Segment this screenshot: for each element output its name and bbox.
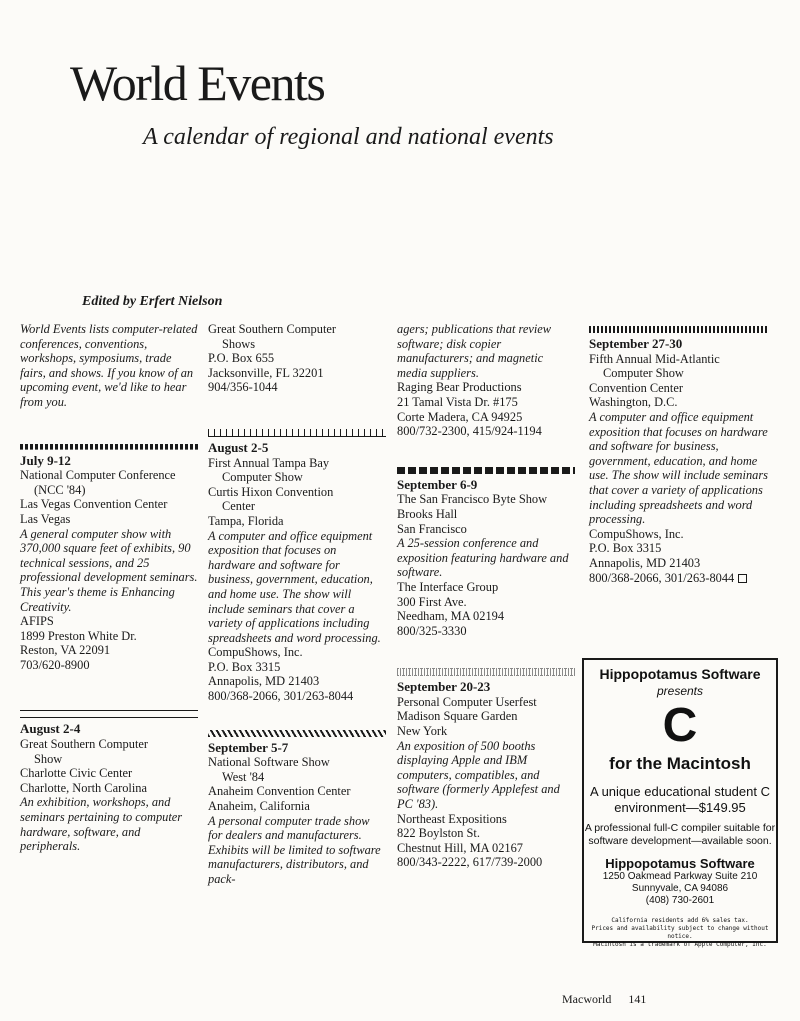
event-name: National Software Show: [208, 755, 330, 770]
event-description-cont: agers; publications that review software; disk copier manufacturers; and magnetic media suppliers.: [397, 322, 552, 380]
event-date: August 2-5: [208, 439, 269, 455]
separator: [397, 467, 575, 474]
intro-text: World Events lists computer-related conferences, conventions, workshops, symposiums, trade fairs, and shows. If you know of an upcoming event, we'd like to hear from you.: [20, 322, 198, 409]
event-city: San Francisco: [397, 521, 467, 536]
ad-fine-line: California residents add 6% sales tax.: [611, 917, 749, 924]
event-date: August 2-4: [20, 721, 81, 737]
page-number: 141: [628, 992, 647, 1006]
event-phone: 800/343-2222, 617/739-2000: [397, 855, 543, 870]
event-address: 822 Boylston St.: [397, 826, 480, 841]
event-date: September 6-9: [397, 476, 478, 492]
editor-credit: Edited by Erfert Nielson: [82, 294, 223, 309]
event-phone: 703/620-8900: [20, 657, 90, 672]
event-description: A computer and office equipment exposition that focuses on hardware and software for business, government, education, and home use. The show will include seminars that cover a variety of applications including spreadsheets and word processing.: [589, 409, 768, 527]
event-phone-text: 800/368-2066, 301/263-8044: [589, 570, 735, 585]
event-july-9-12: [20, 454, 198, 673]
event-phone: [589, 571, 769, 586]
separator: [20, 710, 198, 718]
organizer-name: Raging Bear Productions: [397, 380, 522, 395]
event-city: Washington, D.C.: [589, 395, 678, 410]
event-description: A 25-session conference and exposition featuring hardware and software.: [397, 536, 569, 580]
event-date: September 5-7: [208, 739, 289, 755]
event-city: Las Vegas: [20, 511, 71, 526]
page-title: World Events: [70, 55, 325, 111]
event-city: New York: [397, 724, 448, 739]
ad-company: Hippopotamus Software: [599, 666, 761, 682]
event-description: A general computer show with 370,000 square feet of exhibits, 90 technical sessions, and 25 professional development seminars. This year's theme is Enhancing Creativity.: [20, 526, 198, 614]
event-organizer: The Interface Group: [397, 579, 499, 594]
event-name: First Annual Tampa Bay: [208, 455, 330, 470]
event-venue: Madison Square Garden: [397, 709, 518, 724]
ad-company-footer: Hippopotamus Software: [605, 856, 755, 871]
separator: [208, 429, 386, 437]
event-description: An exhibition, workshops, and seminars pertaining to computer hardware, software, and peripherals.: [20, 795, 183, 854]
event-address: Annapolis, MD 21403: [589, 555, 701, 570]
organizer-phone: 800/732-2300, 415/924-1194: [397, 424, 542, 439]
event-organizer: CompuShows, Inc.: [208, 645, 303, 660]
end-mark-icon: [738, 574, 747, 583]
page-footer: [562, 992, 660, 1007]
event-address: 300 First Ave.: [397, 594, 467, 609]
organizer-address: Jacksonville, FL 32201: [208, 365, 324, 380]
ad-fine-line: Macintosh is a trademark of Apple Computer, Inc.: [593, 941, 767, 948]
event-name-cont: West '84: [222, 769, 265, 784]
advertisement: [582, 658, 778, 948]
event-description: A personal computer trade show for dealers and manufacturers. Exhibits will be limited to software manufacturers, distributors, and pack-: [208, 813, 381, 886]
ad-address: Sunnyvale, CA 94086: [631, 883, 729, 894]
event-address: P.O. Box 3315: [208, 659, 281, 674]
separator: [589, 326, 769, 333]
magazine-name: Macworld: [562, 992, 612, 1006]
event-name: Fifth Annual Mid-Atlantic: [589, 351, 720, 366]
event-venue: Brooks Hall: [397, 506, 458, 521]
event-address: 1899 Preston White Dr.: [20, 628, 137, 643]
organizer-address: P.O. Box 655: [208, 351, 275, 366]
event-venue: Convention Center: [589, 380, 683, 395]
event-august-2-4: [20, 722, 198, 853]
ad-address: 1250 Oakmead Parkway Suite 210: [602, 871, 758, 882]
event-venue: Anaheim Convention Center: [208, 784, 351, 799]
ad-pro-note: A professional full-C compiler suitable for software development—available soon.: [584, 822, 776, 847]
event-city: Charlotte, North Carolina: [20, 780, 147, 795]
event-phone: 800/368-2066, 301/263-8044: [208, 689, 354, 704]
ad-fine-line: Prices and availability subject to change without notice.: [591, 925, 769, 940]
event-name-cont: (NCC '84): [34, 482, 86, 497]
column-1: [20, 322, 198, 854]
organizer-phone: 904/356-1044: [208, 380, 278, 395]
event-name: National Computer Conference: [20, 468, 176, 483]
event-organizer: CompuShows, Inc.: [589, 526, 684, 541]
event-name-cont: Computer Show: [222, 470, 303, 485]
event-phone: 800/325-3330: [397, 623, 467, 638]
organizer-name-cont: Shows: [222, 336, 256, 351]
separator: [20, 444, 198, 450]
event-name: Personal Computer Userfest: [397, 694, 537, 709]
ad-tagline: A unique educational student C environment—$149.95: [590, 784, 770, 815]
event-address: Chestnut Hill, MA 02167: [397, 840, 523, 855]
event-name-cont: Computer Show: [603, 366, 684, 381]
ad-product: C: [662, 699, 698, 752]
ad-presents: presents: [656, 684, 704, 698]
column-3: [397, 322, 575, 870]
event-date: July 9-12: [20, 452, 71, 468]
event-venue: Curtis Hixon Convention: [208, 484, 334, 499]
ad-phone: (408) 730-2601: [645, 895, 715, 906]
event-description: A computer and office equipment exposition that focuses on hardware and software for business, government, education, and home use. The show will include seminars that cover a variety of applications including spreadsheets and word processing.: [208, 528, 381, 645]
event-address: Annapolis, MD 21403: [208, 674, 320, 689]
organizer-address: 21 Tamal Vista Dr. #175: [397, 394, 518, 409]
event-organizer: AFIPS: [20, 614, 54, 629]
event-venue-cont: Center: [222, 499, 256, 514]
separator: [397, 668, 575, 676]
event-name-cont: Show: [34, 751, 63, 766]
event-venue: Las Vegas Convention Center: [20, 497, 168, 512]
event-name: The San Francisco Byte Show: [397, 492, 548, 507]
event-address: Needham, MA 02194: [397, 609, 505, 624]
organizer-name: Great Southern Computer: [208, 322, 337, 336]
column-2: [208, 322, 386, 887]
event-description: An exposition of 500 booths displaying Apple and IBM computers, compatibles, and software (formerly Applefest and PC '83).: [397, 738, 560, 812]
separator: [208, 730, 386, 737]
column-4: [589, 326, 769, 585]
event-date: September 27-30: [589, 336, 683, 351]
event-address: Reston, VA 22091: [20, 643, 111, 658]
organizer-address: Corte Madera, CA 94925: [397, 409, 523, 424]
event-september-27-30: [589, 337, 769, 585]
event-name: Great Southern Computer: [20, 737, 149, 752]
event-venue: Charlotte Civic Center: [20, 766, 133, 781]
event-september-5-7: [208, 741, 386, 887]
ad-for-mac: for the Macintosh: [609, 754, 751, 773]
ad-fine-print: [584, 917, 776, 949]
event-september-20-23: [397, 680, 575, 870]
event-city: Tampa, Florida: [208, 513, 284, 528]
event-city: Anaheim, California: [208, 799, 310, 814]
event-organizer: Northeast Expositions: [397, 811, 507, 826]
event-september-6-9: [397, 478, 575, 639]
event-date: September 20-23: [397, 679, 491, 695]
page-subtitle: A calendar of regional and national events: [143, 124, 554, 150]
event-august-2-5: [208, 441, 386, 704]
event-address: P.O. Box 3315: [589, 541, 662, 556]
